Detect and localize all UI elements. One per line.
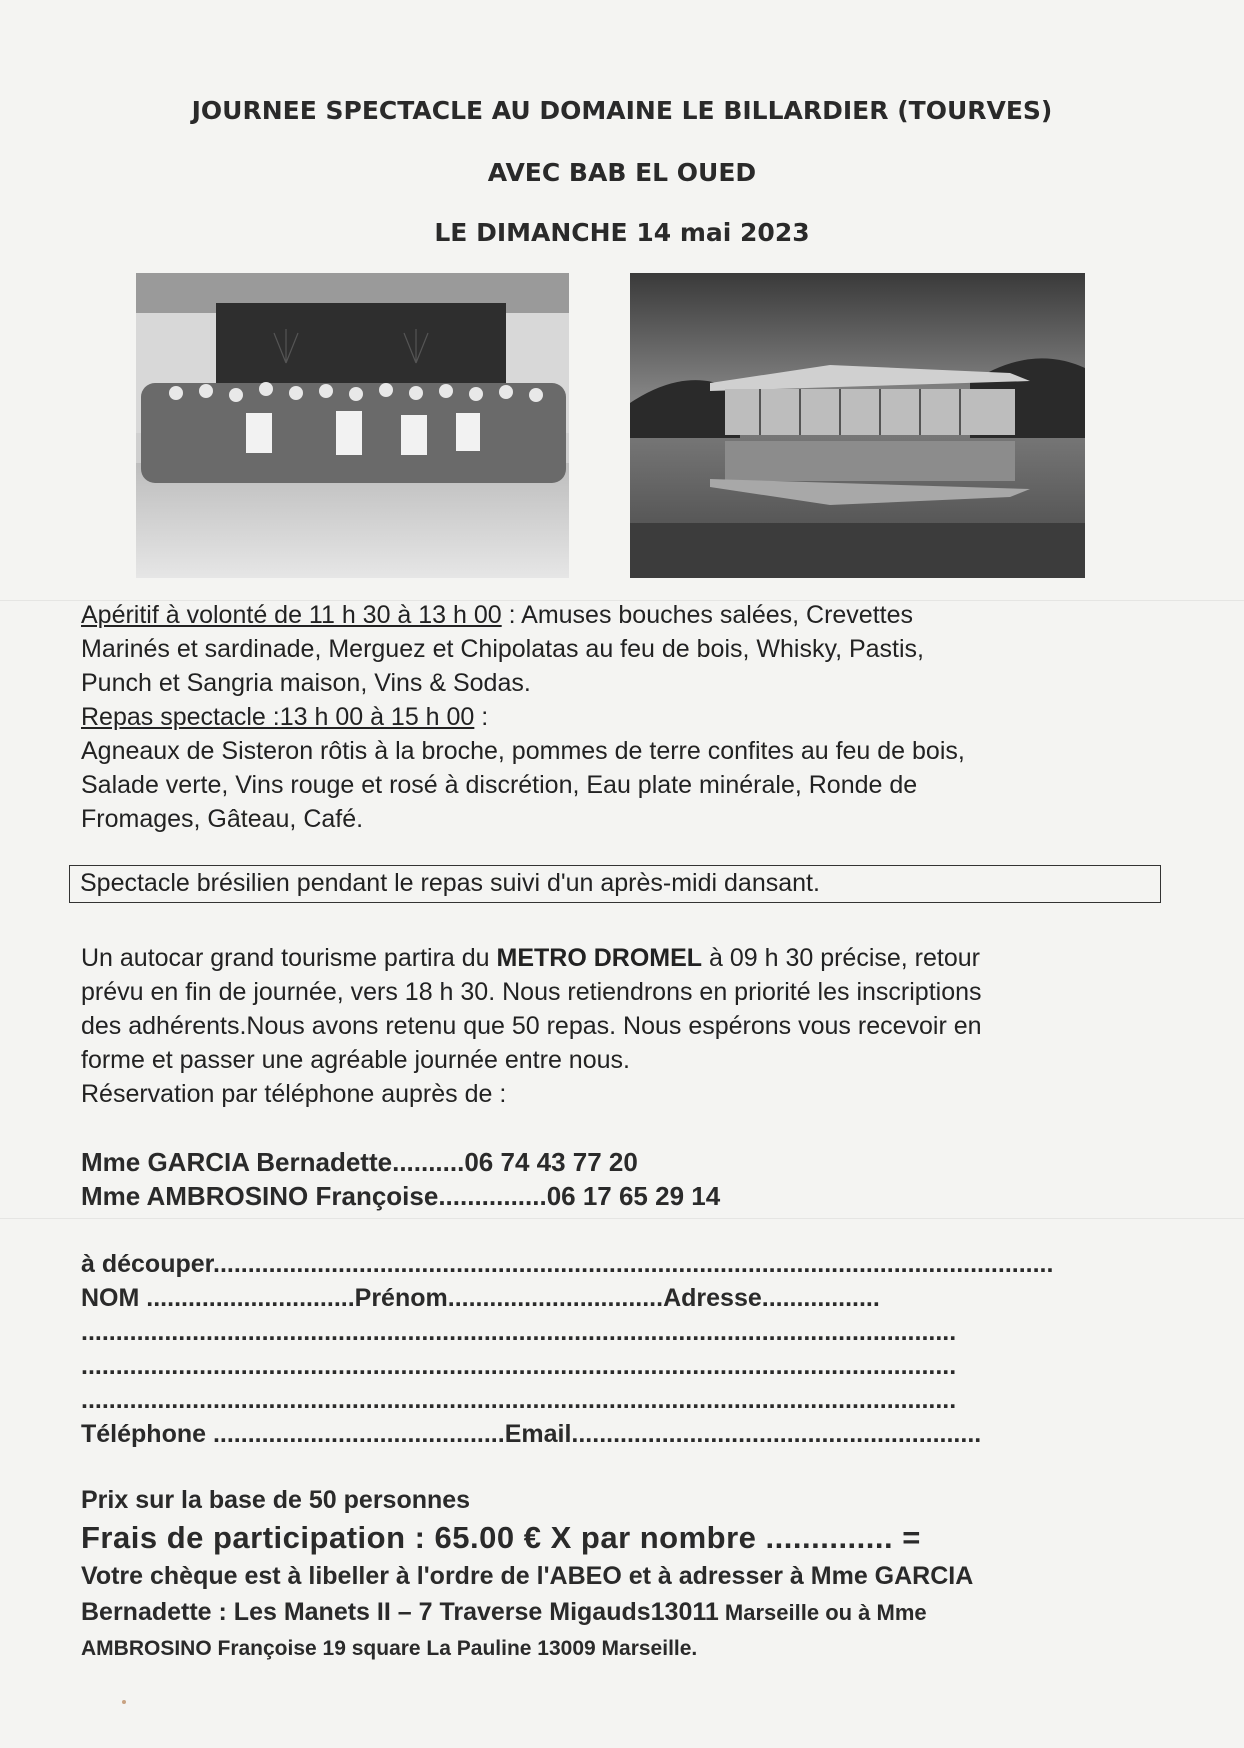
address-line-field[interactable]: .............................................................................................................................. — [81, 1318, 957, 1346]
mailing-address — [81, 1594, 1171, 1631]
adresse-field[interactable]: ................. — [761, 1284, 880, 1312]
repas-line — [81, 700, 1161, 734]
dot-leader: ......................................................................................................................... — [213, 1250, 1054, 1278]
transport-info — [81, 941, 1161, 1111]
info-line: forme et passer une agréable journée entre nous. — [81, 1046, 630, 1074]
adresse-label: Adresse — [663, 1284, 762, 1312]
page-subtitle: AVEC BAB EL OUED — [487, 158, 757, 187]
repas-text: Agneaux de Sisteron rôtis à la broche, pommes de terre confites au feu de bois, — [81, 737, 965, 765]
repas-text: Salade verte, Vins rouge et rosé à discrétion, Eau plate minérale, Ronde de — [81, 771, 918, 799]
info-line — [81, 941, 1161, 975]
aperitif-text: Punch et Sangria maison, Vins & Sodas. — [81, 669, 531, 697]
event-date: LE DIMANCHE 14 mai 2023 — [434, 218, 810, 247]
participation-fee: Frais de participation : 65.00 € X par nombre .............. = — [81, 1520, 921, 1555]
prenom-field[interactable]: ............................... — [447, 1284, 664, 1312]
contact-line — [81, 1145, 720, 1179]
info-text: Un autocar grand tourisme partira du — [81, 944, 497, 972]
group-photo-image — [136, 273, 569, 578]
contact-name: Mme AMBROSINO Françoise — [81, 1181, 439, 1211]
aperitif-text: : Amuses bouches salées, Crevettes — [501, 601, 914, 629]
price-base: Prix sur la base de 50 personnes — [81, 1486, 471, 1514]
cut-line — [81, 1247, 1151, 1281]
contact-name: Mme GARCIA Bernadette — [81, 1147, 393, 1177]
dot-leader: .......... — [392, 1147, 465, 1177]
telephone-field[interactable]: .......................................... — [212, 1420, 505, 1448]
mailing-address: AMBROSINO Françoise 19 square La Pauline 13009 Marseille. — [81, 1637, 698, 1660]
contact-phone: 06 74 43 77 20 — [464, 1147, 638, 1177]
contact-row — [81, 1417, 1151, 1451]
metro-dromel-label: METRO DROMEL — [496, 944, 703, 972]
repas-colon: : — [474, 703, 489, 731]
pricing-section — [81, 1482, 1171, 1667]
aperitif-heading: Apéritif à volonté de 11 h 30 à 13 h 00 — [81, 601, 502, 629]
email-field[interactable]: ........................................................... — [571, 1420, 982, 1448]
address-line-field[interactable]: .............................................................................................................................. — [81, 1386, 957, 1414]
contact-phone: 06 17 65 29 14 — [546, 1181, 721, 1211]
name-row — [81, 1281, 1151, 1315]
contact-list — [81, 1145, 720, 1213]
spectacle-notice-box: Spectacle brésilien pendant le repas suivi d'un après-midi dansant. — [69, 865, 1161, 903]
telephone-label: Téléphone — [81, 1420, 213, 1448]
page-title: JOURNEE SPECTACLE AU DOMAINE LE BILLARDIER (TOURVES) — [191, 96, 1053, 125]
nom-label: NOM — [81, 1284, 147, 1312]
aperitif-text: Marinés et sardinade, Merguez et Chipolatas au feu de bois, Whisky, Pastis, — [81, 635, 925, 663]
address-text: Bernadette : Les Manets II – 7 Traverse Migauds13011 — [81, 1598, 719, 1626]
email-label: Email — [504, 1420, 572, 1448]
aperitif-line — [81, 598, 1161, 632]
nom-field[interactable]: .............................. — [146, 1284, 355, 1312]
address-text: Marseille ou à Mme — [718, 1600, 927, 1625]
paper-fold — [0, 1218, 1244, 1219]
pavilion-lake-image — [630, 273, 1085, 578]
menu-section — [81, 598, 1161, 836]
repas-text: Fromages, Gâteau, Café. — [81, 805, 364, 833]
paper-speck — [122, 1700, 126, 1704]
contact-line — [81, 1179, 720, 1213]
info-line: Réservation par téléphone auprès de : — [81, 1080, 507, 1108]
address-line-field[interactable]: .............................................................................................................................. — [81, 1352, 957, 1380]
info-line: prévu en fin de journée, vers 18 h 30. Nous retiendrons en priorité les inscriptions — [81, 978, 982, 1006]
info-text: à 09 h 30 précise, retour — [702, 944, 980, 972]
cut-label: à découper — [81, 1250, 213, 1278]
info-line: des adhérents.Nous avons retenu que 50 repas. Nous espérons vous recevoir en — [81, 1012, 982, 1040]
dot-leader: ............... — [438, 1181, 547, 1211]
registration-form — [81, 1247, 1151, 1451]
repas-heading: Repas spectacle :13 h 00 à 15 h 00 — [81, 703, 475, 731]
cheque-instructions: Votre chèque est à libeller à l'ordre de l'ABEO et à adresser à Mme GARCIA — [81, 1562, 974, 1590]
prenom-label: Prénom — [354, 1284, 448, 1312]
